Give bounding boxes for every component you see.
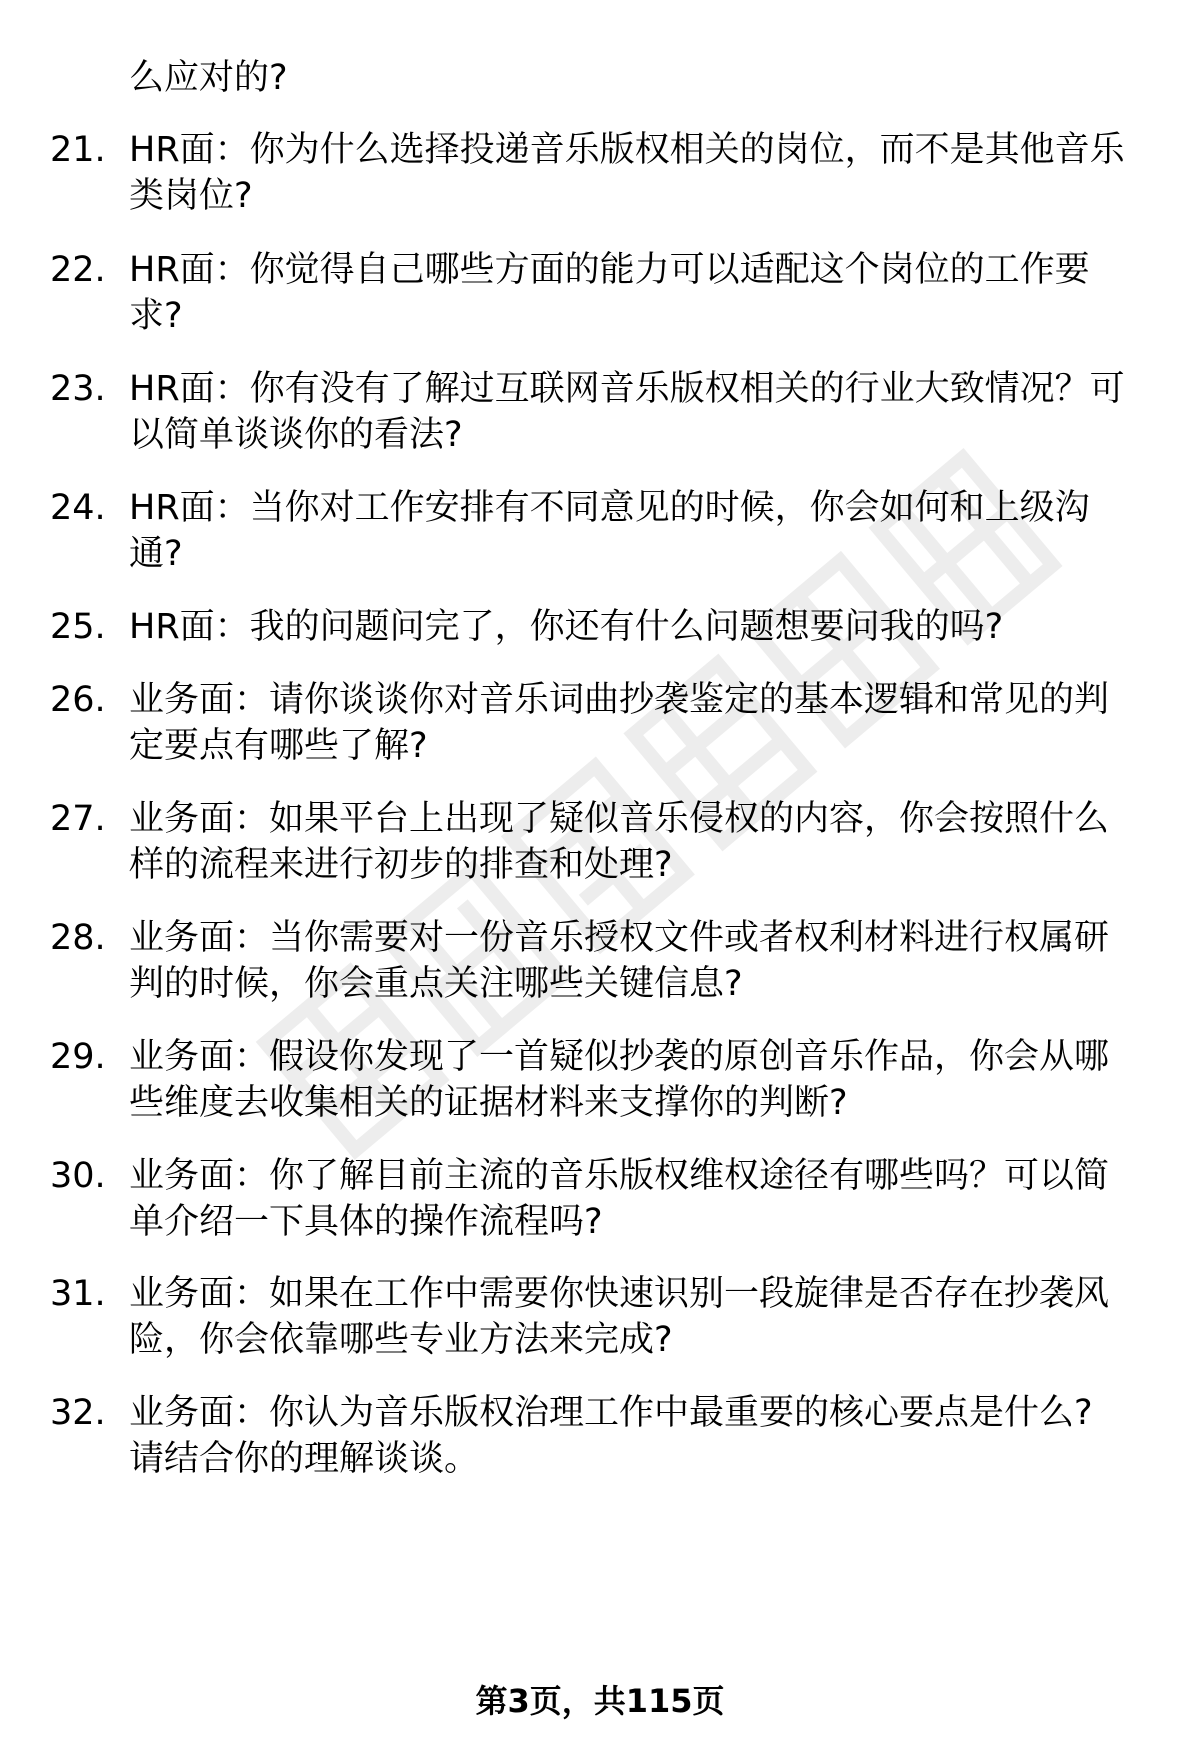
question-text-line: 业务面：请你谈谈你对音乐词曲抄袭鉴定的基本逻辑和常见的判 [129, 680, 1110, 720]
question-number: 21. [50, 130, 106, 170]
question-text-line: 请结合你的理解谈谈。 [129, 1439, 480, 1479]
question-number: 26. [50, 680, 106, 720]
question-text-line: HR面：你为什么选择投递音乐版权相关的岗位，而不是其他音乐 [129, 130, 1125, 170]
question-number: 32. [50, 1393, 106, 1433]
question-text-line: 单介绍一下具体的操作流程吗? [129, 1202, 603, 1242]
question-item [0, 1154, 1200, 1244]
continued-line: 么应对的? [129, 58, 288, 98]
question-item [0, 486, 1200, 576]
question-text-line: 判的时候，你会重点关注哪些关键信息? [129, 964, 743, 1004]
question-text-line: 定要点有哪些了解? [129, 726, 428, 766]
question-text-line: 求? [129, 296, 183, 336]
question-text-line: 些维度去收集相关的证据材料来支撑你的判断? [129, 1083, 848, 1123]
question-text-line: HR面：你有没有了解过互联网音乐版权相关的行业大致情况？可 [129, 369, 1125, 409]
question-number: 23. [50, 369, 106, 409]
question-text-line: 业务面：当你需要对一份音乐授权文件或者权利材料进行权属研 [129, 918, 1110, 958]
question-number: 24. [50, 488, 106, 528]
question-number: 28. [50, 918, 106, 958]
question-text-line: 险，你会依靠哪些专业方法来完成? [129, 1320, 673, 1360]
question-item [0, 1272, 1200, 1362]
question-item [0, 1035, 1200, 1125]
question-number: 30. [50, 1156, 106, 1196]
page-footer: 第3页，共115页 [475, 1682, 725, 1720]
question-item [0, 678, 1200, 768]
question-item [0, 128, 1200, 218]
question-number: 31. [50, 1274, 106, 1314]
question-text-line: 以简单谈谈你的看法? [129, 415, 463, 455]
question-number: 29. [50, 1037, 106, 1077]
question-item [0, 797, 1200, 887]
question-text-line: HR面：当你对工作安排有不同意见的时候，你会如何和上级沟 [129, 488, 1090, 528]
question-text-line: 业务面：你认为音乐版权治理工作中最重要的核心要点是什么? [129, 1393, 1093, 1433]
question-text-line: 业务面：你了解目前主流的音乐版权维权途径有哪些吗？可以简 [129, 1156, 1110, 1196]
question-text-line: 业务面：如果在工作中需要你快速识别一段旋律是否存在抄袭风 [129, 1274, 1110, 1314]
question-text-line: 业务面：如果平台上出现了疑似音乐侵权的内容，你会按照什么 [129, 799, 1110, 839]
question-item [0, 916, 1200, 1006]
question-text-line: 通? [129, 534, 183, 574]
question-number: 22. [50, 250, 106, 290]
question-number: 25. [50, 607, 106, 647]
question-text-line: 业务面：假设你发现了一首疑似抄袭的原创音乐作品，你会从哪 [129, 1037, 1110, 1077]
question-item [0, 248, 1200, 338]
question-text-line: HR面：你觉得自己哪些方面的能力可以适配这个岗位的工作要 [129, 250, 1090, 290]
question-number: 27. [50, 799, 106, 839]
question-text-line: HR面：我的问题问完了，你还有什么问题想要问我的吗? [129, 607, 1004, 647]
question-text-line: 样的流程来进行初步的排查和处理? [129, 845, 673, 885]
question-item [0, 367, 1200, 457]
question-item [0, 1391, 1200, 1481]
question-text-line: 类岗位? [129, 176, 253, 216]
